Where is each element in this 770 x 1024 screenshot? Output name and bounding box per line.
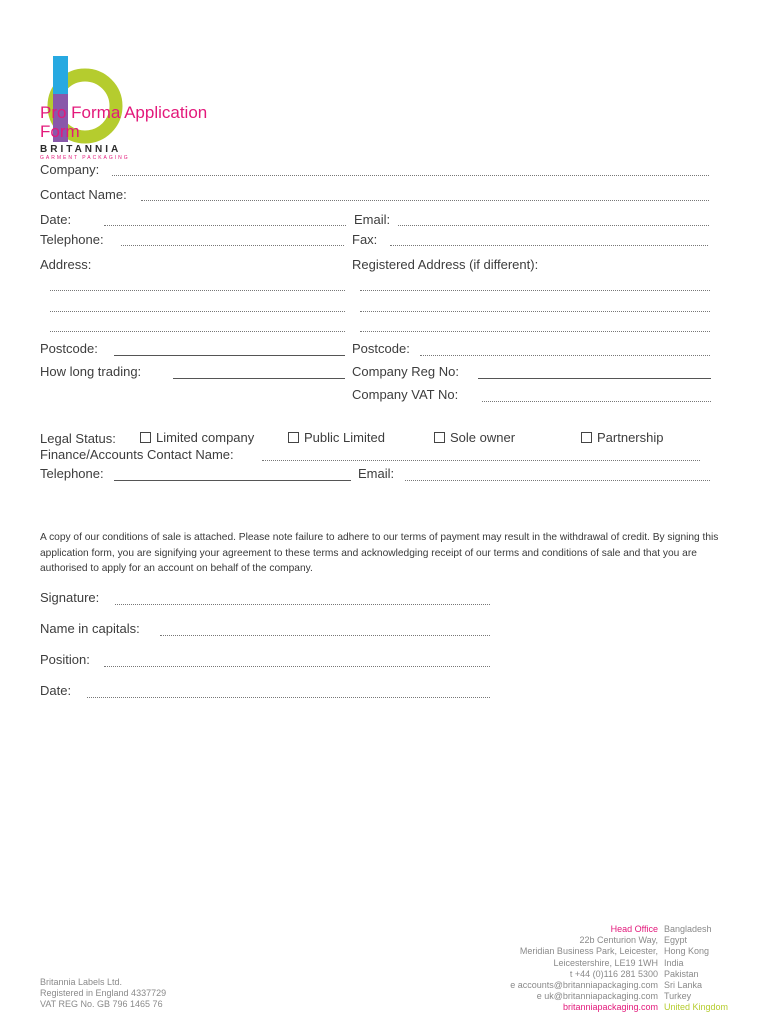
- how-long-trading-field[interactable]: [173, 378, 345, 379]
- footer-phone: t +44 (0)116 281 5300: [569, 968, 658, 979]
- sig-date-label: Date:: [40, 683, 72, 698]
- signature-label: Signature:: [40, 590, 100, 605]
- contact-name-field[interactable]: [141, 200, 709, 201]
- brand-subtitle: GARMENT PACKAGING: [40, 155, 130, 161]
- signature-field[interactable]: [115, 604, 490, 605]
- date-label: Date:: [40, 212, 72, 227]
- brand-name: BRITANNIA: [40, 144, 122, 155]
- postcode-2-label: Postcode:: [352, 341, 410, 356]
- how-long-trading-label: How long trading:: [40, 364, 142, 379]
- fax-field[interactable]: [390, 245, 708, 246]
- footer-countries: Bangladesh Egypt Hong Kong India Pakistan Sri Lanka Turkey United Kingdom: [664, 924, 729, 1013]
- telephone-label: Telephone:: [40, 232, 104, 247]
- company-reg-no-field[interactable]: [478, 378, 711, 379]
- checkbox[interactable]: [581, 432, 592, 443]
- contact-name-label: Contact Name:: [40, 187, 127, 202]
- terms-paragraph: A copy of our conditions of sale is attached. Please note failure to adhere to our terms of payment may result in the withdrawal of credit. By signing this application form, you are signifying your agreement to these terms and acknowledging receipt of our terms and conditions of sale and that you are authorised to apply for an account on behalf of the company.: [40, 532, 719, 574]
- checkbox[interactable]: [140, 432, 151, 443]
- postcode-2-field[interactable]: [420, 355, 710, 356]
- email-2-field[interactable]: [405, 480, 710, 481]
- sig-date-field[interactable]: [87, 697, 490, 698]
- registered-address-label: Registered Address (if different):: [352, 257, 539, 272]
- position-field[interactable]: [104, 666, 490, 667]
- option-limited-company[interactable]: Limited company: [140, 430, 254, 445]
- registered-address-line-2[interactable]: [360, 311, 710, 312]
- checkbox[interactable]: [434, 432, 445, 443]
- footer-email-accounts[interactable]: e accounts@britanniapackaging.com: [510, 980, 658, 991]
- company-vat-no-label: Company VAT No:: [352, 387, 459, 402]
- footer-email-uk[interactable]: e uk@britanniapackaging.com: [536, 991, 658, 1002]
- telephone-field[interactable]: [121, 245, 344, 246]
- company-vat-no-field[interactable]: [482, 401, 711, 402]
- telephone-2-label: Telephone:: [40, 466, 104, 481]
- position-label: Position:: [40, 652, 90, 667]
- name-capitals-field[interactable]: [160, 635, 490, 636]
- footer-head-office: Head Office 22b Centurion Way, Meridian Business Park, Leicester, Leicestershire, LE19 1WH t +44 (0)116 281 5300 e accounts@britanniapackaging.com e uk@britanniapackaging.com britanniapackaging.com: [510, 924, 658, 1013]
- email-field[interactable]: [398, 225, 709, 226]
- address-line-3[interactable]: [50, 331, 345, 332]
- telephone-2-field[interactable]: [114, 480, 351, 481]
- company-reg-no-label: Company Reg No:: [352, 364, 459, 379]
- page-title: Pro Forma Application Form: [40, 103, 208, 141]
- finance-contact-label: Finance/Accounts Contact Name:: [40, 447, 234, 462]
- email-label: Email:: [354, 212, 391, 227]
- option-partnership[interactable]: Partnership: [581, 430, 663, 445]
- address-line-1[interactable]: [50, 290, 345, 291]
- date-field[interactable]: [104, 225, 346, 226]
- option-sole-owner[interactable]: Sole owner: [434, 430, 515, 445]
- address-line-2[interactable]: [50, 311, 345, 312]
- head-office-heading: Head Office: [610, 924, 658, 934]
- fax-label: Fax:: [352, 232, 378, 247]
- registered-address-line-3[interactable]: [360, 331, 710, 332]
- finance-contact-field[interactable]: [262, 460, 700, 461]
- checkbox[interactable]: [288, 432, 299, 443]
- footer-company-info: Britannia Labels Ltd. Registered in England 4337729 VAT REG No. GB 796 1465 76: [40, 977, 167, 1010]
- legal-status-label: Legal Status:: [40, 431, 116, 446]
- company-label: Company:: [40, 162, 100, 177]
- name-capitals-label: Name in capitals:: [40, 621, 140, 636]
- email-2-label: Email:: [358, 466, 395, 481]
- footer-website-link[interactable]: britanniapackaging.com: [562, 1002, 658, 1013]
- option-public-limited[interactable]: Public Limited: [288, 430, 385, 445]
- company-field[interactable]: [112, 175, 709, 176]
- registered-address-line-1[interactable]: [360, 290, 710, 291]
- postcode-label: Postcode:: [40, 341, 98, 356]
- address-label: Address:: [40, 257, 92, 272]
- postcode-field[interactable]: [114, 355, 345, 356]
